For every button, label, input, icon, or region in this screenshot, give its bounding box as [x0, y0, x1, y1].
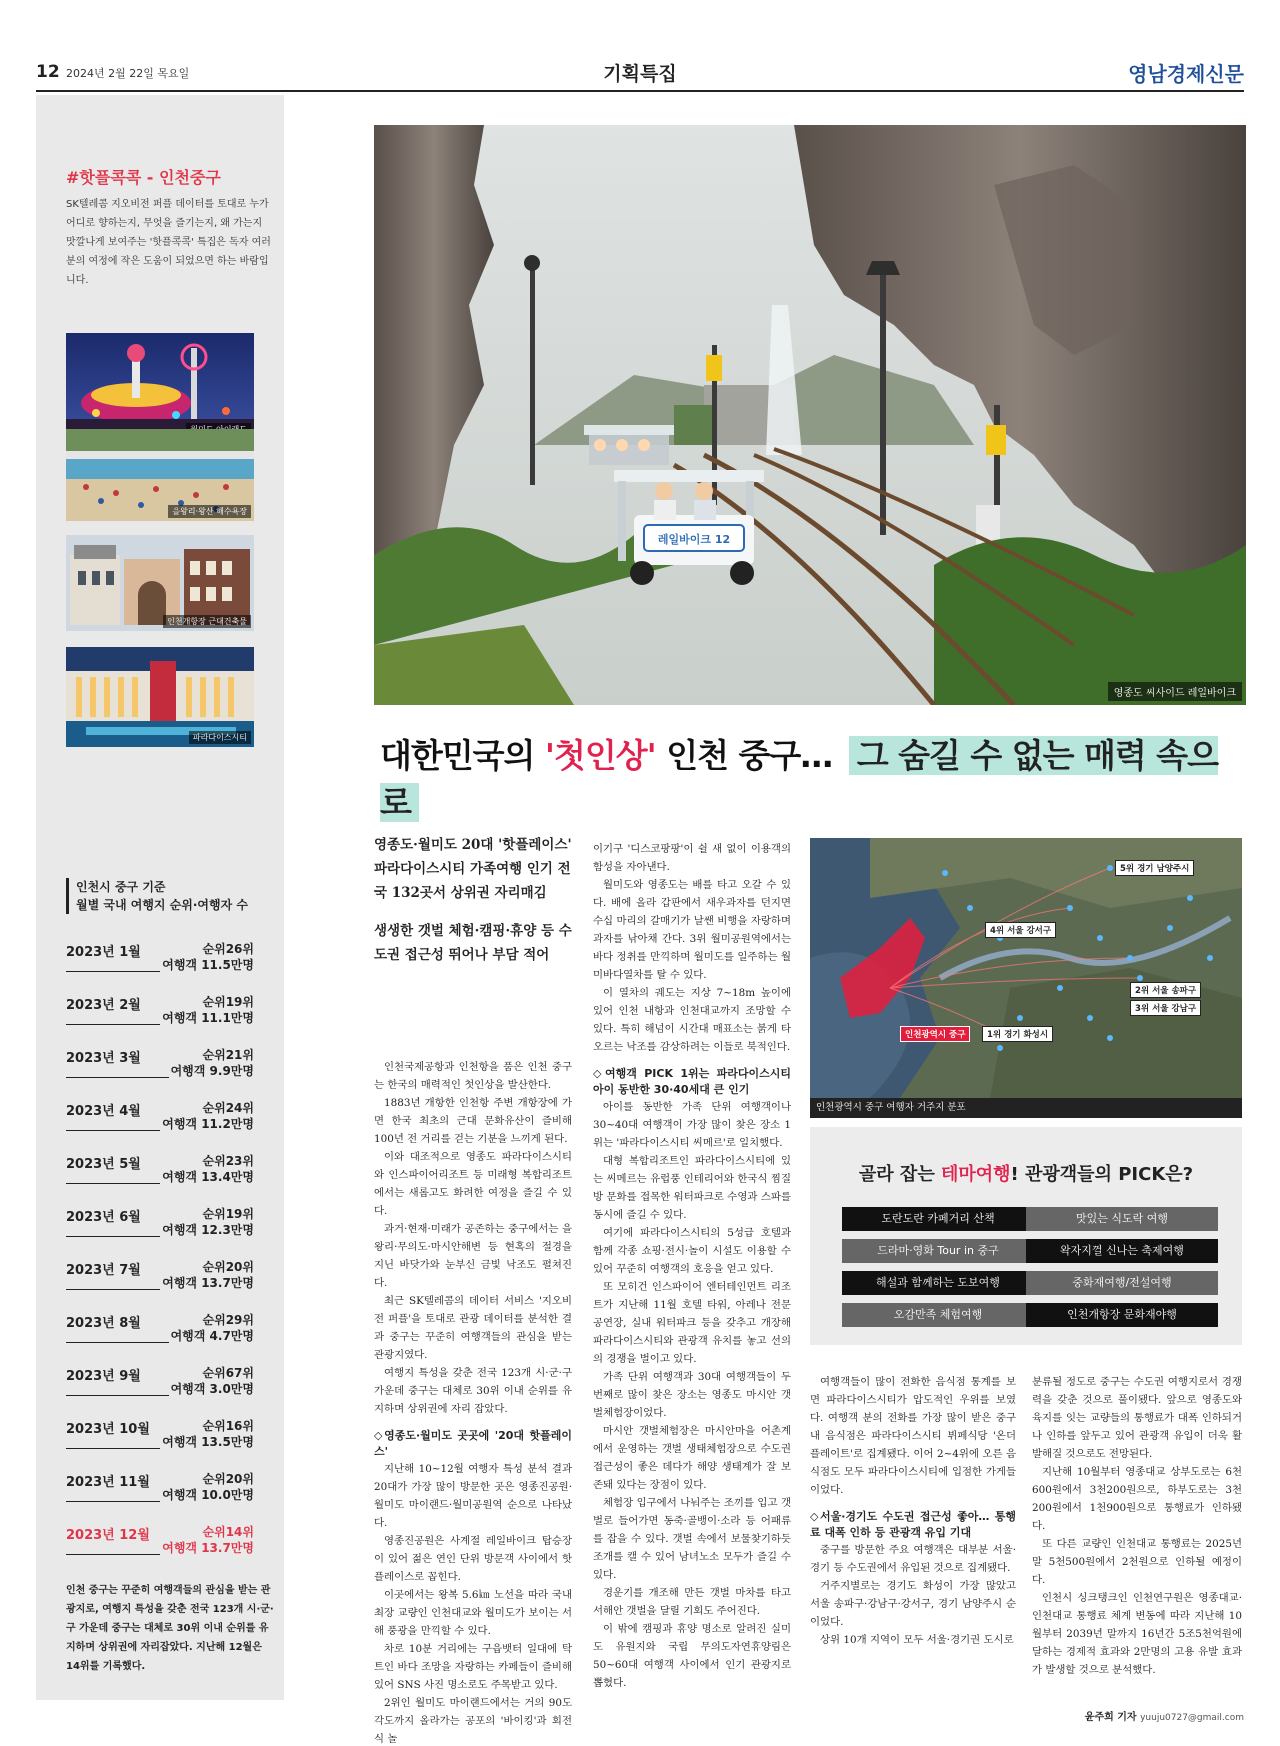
headline-highlight: 그 숨길 수 없는 매력 속으로	[380, 736, 1218, 822]
paragraph: 월미도와 영종도는 배를 타고 오갈 수 있다. 배에 올라 갑판에서 새우과자를 던지면 수십 마리의 갈매기가 날쌘 비행을 자랑하며 과자를 낚아채 간다. 3위 월미공원역에서는 바다 정취를 만끽하며 월미도를 일주하는 월미바다열차를 탈 수 있다.	[593, 879, 791, 981]
subheading: ◇서울·경기도 수도권 접근성 좋아… 통행료 대폭 인하 등 관광객 유입 기대	[810, 1510, 1016, 1539]
stats-note: 인천 중구는 꾸준히 여행객들의 관심을 받는 관광지로, 여행지 특성을 갖춘 전국 123개 시·군·구 가운데 중구는 대체로 30위 이내 순위를 유지하며 상위권에 자리잡았다. 지난해 12월은 14위를 기록했다.	[66, 1585, 274, 1672]
byline-email: yuuju0727@gmail.com	[1140, 1713, 1244, 1723]
stats-heading-line1: 인천시 중구 기준	[76, 880, 166, 894]
paragraph: 또 다른 교량인 인천대교 통행료는 2025년 말 5천500원에서 2천원으로 인하될 예정이다.	[1032, 1538, 1242, 1586]
stats-rank: 순위20위	[202, 1260, 254, 1274]
newspaper-logo: 영남경제신문	[1128, 62, 1244, 86]
thumb-caption: 파라다이스시티	[189, 731, 251, 744]
stats-rank: 순위67위	[202, 1366, 254, 1380]
stats-row	[66, 1203, 254, 1237]
theme-item: 드라마·영화 Tour in 중구	[842, 1239, 1034, 1263]
page-number: 12	[36, 62, 60, 82]
sidebar-intro: SK텔레콤 지오비전 퍼플 데이터를 토대로 누가 어디로 향하는지, 무엇을 즐기는지, 왜 가는지 맛깔나게 보여주는 '핫플콕콕' 특집은 독자 여러분의 여정에 작은 도움이 되었으면 하는 바람입니다.	[66, 199, 271, 286]
paragraph: 거주지별로는 경기도 화성이 가장 많았고 서울 송파구·강남구·강서구, 경기 남양주시 순이었다.	[810, 1580, 1016, 1628]
paragraph: 경운기를 개조해 만든 갯벌 마차를 타고 서해안 갯벌을 달릴 기회도 주어진다.	[593, 1587, 791, 1617]
stats-visitors: 여행객 11.2만명	[162, 1117, 254, 1131]
paragraph: 1883년 개항한 인천항 주변 개항장에 가면 한국 최초의 근대 문화유산이 즐비해 100년 전 거리를 걷는 기분을 느끼게 된다.	[374, 1097, 572, 1145]
sidebar-tag: #핫플콕콕 - 인천중구	[66, 168, 221, 187]
theme-title-post: ! 관광객들의 PICK은?	[1010, 1164, 1194, 1185]
stats-rank: 순위21위	[202, 1048, 254, 1062]
map-label-rank1: 1위 경기 화성시	[982, 1026, 1053, 1042]
byline-name: 윤주희 기자	[1084, 1712, 1137, 1723]
stats-month: 2023년 8월	[66, 1316, 141, 1331]
residence-map	[810, 838, 1242, 1098]
theme-travel-box	[810, 1127, 1242, 1345]
paragraph: 최근 SK텔레콤의 데이터 서비스 '지오비전 퍼플'을 토대로 관광 데이터를 분석한 결과 중구는 꾸준히 여행객들의 관심을 받는 관광지였다.	[374, 1295, 572, 1361]
thumb-wolmido	[66, 333, 254, 439]
stats-visitors: 여행객 3.0만명	[170, 1382, 254, 1396]
stats-visitors: 여행객 11.1만명	[162, 1011, 254, 1025]
stats-rank: 순위14위	[202, 1525, 254, 1539]
article-column-4	[1032, 1373, 1242, 1679]
stats-visitors: 여행객 13.5만명	[162, 1435, 254, 1449]
paragraph: 마시안 갯벌체험장은 마시안마을 어촌계에서 운영하는 갯벌 생태체험장으로 수도권 접근성이 좋은 데다가 해양 생태계가 잘 보존돼 있다는 장점이 있다.	[593, 1425, 791, 1491]
byline	[1085, 1708, 1244, 1723]
stats-visitors: 여행객 11.5만명	[162, 958, 254, 972]
stats-rank: 순위23위	[202, 1154, 254, 1168]
section-title: 기획특집	[603, 63, 677, 85]
thumb-beach	[66, 429, 254, 521]
paragraph: 아이를 동반한 가족 단위 여행객이나 30~40대 여행객이 가장 많이 찾은 장소 1위는 '파라다이스시티 씨메르'로 일치했다.	[593, 1101, 791, 1149]
map-label-rank3: 3위 서울 강남구	[1130, 1000, 1201, 1016]
stats-row	[66, 991, 254, 1025]
thumb-caption: 인천개항장 근대건축물	[163, 615, 251, 628]
theme-title	[810, 1160, 1242, 1186]
article-column-1	[374, 1058, 572, 1746]
stats-month: 2023년 9월	[66, 1369, 141, 1384]
stats-month: 2023년 3월	[66, 1051, 141, 1066]
stats-row	[66, 1097, 254, 1131]
stats-rank: 순위24위	[202, 1101, 254, 1115]
stats-rank: 순위19위	[202, 995, 254, 1009]
theme-title-accent: 테마여행	[940, 1164, 1011, 1185]
theme-item: 왁자지껄 신나는 축제여행	[1026, 1239, 1218, 1263]
stats-month: 2023년 10월	[66, 1422, 150, 1437]
paragraph: 여행지 특성을 갖춘 전국 123개 시·군·구 가운데 중구는 대체로 30위 이내 순위를 유지하며 상위권에 자리 잡았다.	[374, 1367, 572, 1415]
headline-part2: 인천 중구…	[655, 736, 843, 775]
stats-month: 2023년 6월	[66, 1210, 141, 1225]
thumb-paradise	[66, 647, 254, 747]
theme-item: 맛있는 식도락 여행	[1026, 1207, 1218, 1231]
stats-row	[66, 1309, 254, 1343]
headline-part1: 대한민국의	[380, 736, 545, 775]
stats-month: 2023년 2월	[66, 998, 141, 1013]
paragraph: 이기구 '디스코팡팡'이 쉴 새 없이 이용객의 함성을 자아낸다.	[593, 843, 791, 873]
article-column-3	[810, 1373, 1016, 1649]
paragraph: 여기에 파라다이스시티의 5성급 호텔과 함께 각종 쇼핑·전시·놀이 시설도 이용할 수 있어 꾸준히 여행객의 호응을 얻고 있다.	[593, 1227, 791, 1275]
paragraph: 이 밖에 캠핑과 휴양 명소로 알려진 실미도 유원지와 국립 무의도자연휴양림은 50~60대 여행객 사이에서 인기 관광지로 뽑혔다.	[593, 1623, 791, 1689]
map-caption: 인천광역시 중구 여행자 거주지 분포	[810, 1098, 1242, 1118]
deck-line1: 영종도·월미도 20대 '핫플레이스' 파라다이스시티 가족여행 인기 전국 132곳서 상위권 자리매김	[374, 837, 572, 901]
stats-rank: 순위16위	[202, 1419, 254, 1433]
stats-visitors: 여행객 13.7만명	[162, 1276, 254, 1290]
stats-row	[66, 938, 254, 972]
deck	[374, 833, 574, 967]
stats-row	[66, 1256, 254, 1290]
hero-sign: 레일바이크 12	[657, 533, 731, 546]
masthead	[36, 52, 1244, 92]
map-label-rank4: 4위 서울 강서구	[985, 922, 1056, 938]
hero-caption: 영종도 씨사이드 레일바이크	[1108, 682, 1242, 701]
stats-visitors: 여행객 4.7만명	[170, 1329, 254, 1343]
map-label-origin: 인천광역시 중구	[900, 1026, 970, 1042]
theme-item: 해설과 함께하는 도보여행	[842, 1271, 1034, 1295]
stats-row-highlight	[66, 1521, 254, 1555]
stats-rank: 순위19위	[202, 1207, 254, 1221]
stats-visitors: 여행객 13.7만명	[162, 1541, 254, 1555]
theme-item: 중화재여행/전설여행	[1026, 1271, 1218, 1295]
paragraph: 상위 10개 지역이 모두 서울·경기권 도시로	[820, 1634, 1014, 1646]
paragraph: 2위인 월미도 마이랜드에서는 거의 90도 각도까지 올라가는 공포의 '바이킹'과 회전식 놀	[374, 1697, 572, 1745]
paragraph: 여행객들이 많이 전화한 음식점 통계를 보면 파라다이스시티가 압도적인 우위를 보였다. 여행객 분의 전화를 가장 많이 받은 중구 내 음식점은 파라다이스시티 뷔페식당 '온더플레이트'로 집계됐다. 이어 2~4위에 오른 음식점도 모두 파라다이스시티에 입점한 가게들이었다.	[810, 1376, 1016, 1496]
stats-visitors: 여행객 13.4만명	[162, 1170, 254, 1184]
stats-heading	[66, 878, 248, 914]
hero-photo	[374, 125, 1246, 705]
paragraph: 영종진공원은 사계절 레일바이크 탑승장이 있어 젊은 연인 단위 방문객 사이에서 핫플레이스로 꼽힌다.	[374, 1535, 572, 1583]
stats-row	[66, 1415, 254, 1449]
thumb-architecture	[66, 535, 254, 631]
stats-row	[66, 1044, 254, 1078]
theme-item: 오감만족 체험여행	[842, 1303, 1034, 1327]
paragraph: 인천시 싱크탱크인 인천연구원은 영종대교·인천대교 통행료 체계 변동에 따라 지난해 10월부터 2039년 말까지 16년간 5조5천억원에 달하는 경제적 효과와 2만명의 고용 유발 효과가 발생할 것으로 분석했다.	[1032, 1592, 1242, 1676]
headline	[380, 730, 1240, 822]
theme-title-pre: 골라 잡는	[858, 1164, 941, 1185]
stats-row	[66, 1362, 254, 1396]
paragraph: 체험장 입구에서 나눠주는 조끼를 입고 갯벌로 들어가면 동죽·골뱅이·소라 등 어패류를 잡을 수 있다. 갯벌 속에서 보물찾기하듯 조개를 캘 수 있어 남녀노소 모두가 즐길 수 있다.	[593, 1497, 791, 1581]
paragraph: 이 열차의 궤도는 지상 7~18m 높이에 있어 인천 내항과 인천대교까지 조망할 수 있다. 특히 해넘이 시간대 매표소는 붉게 타오르는 낙조를 감상하려는 이들로 북적인다.	[593, 987, 791, 1053]
stats-rank: 순위26위	[202, 942, 254, 956]
paragraph: 지난해 10~12월 여행자 특성 분석 결과 20대가 가장 많이 방문한 곳은 영종진공원·월미도 마이랜드·월미공원역 순으로 나타났다.	[374, 1463, 572, 1529]
paragraph: 차로 10분 거리에는 구읍뱃터 일대에 탁 트인 바다 조망을 자랑하는 카페들이 즐비해 있어 SNS 사진 명소로도 주목받고 있다.	[374, 1643, 572, 1691]
map-label-rank2: 2위 서울 송파구	[1130, 982, 1201, 998]
paragraph: 대형 복합리조트인 파라다이스시티에 있는 씨메르는 유럽풍 인테리어와 한국식 찜질방 문화를 접목한 워터파크로 수영과 스파를 동시에 즐길 수 있다.	[593, 1155, 791, 1221]
paragraph: 또 모히건 인스파이어 엔터테인먼트 리조트가 지난해 11월 호텔 타워, 아레나 전문 공연장, 실내 워터파크 등을 갖추고 개장해 파라다이스시티와 관광객 유치를 놓고 선의의 경쟁을 벌이고 있다.	[593, 1281, 791, 1365]
stats-month: 2023년 1월	[66, 945, 141, 960]
stats-visitors: 여행객 10.0만명	[162, 1488, 254, 1502]
map-label-rank5: 5위 경기 남양주시	[1115, 860, 1194, 876]
paragraph: 인천국제공항과 인천항을 품은 인천 중구는 한국의 매력적인 첫인상을 발산한다.	[374, 1061, 572, 1091]
stats-month: 2023년 5월	[66, 1157, 141, 1172]
theme-item: 인천개항장 문화재야행	[1026, 1303, 1218, 1327]
paragraph: 중구를 방문한 주요 여행객은 대부분 서울·경기 등 수도권에서 유입된 것으로 집계됐다.	[810, 1544, 1016, 1574]
paragraph: 이곳에서는 왕복 5.6㎞ 노선을 따라 국내 최장 교량인 인천대교와 월미도가 보이는 서해 풍광을 만끽할 수 있다.	[374, 1589, 572, 1637]
stats-rank: 순위20위	[202, 1472, 254, 1486]
stats-month: 2023년 4월	[66, 1104, 141, 1119]
subheading: ◇여행객 PICK 1위는 파라다이스시티 아이 동반한 30·40세대 큰 인기	[593, 1067, 791, 1096]
subheading: ◇영종도·월미도 곳곳에 '20대 핫플레이스'	[374, 1429, 572, 1458]
stats-visitors: 여행객 12.3만명	[162, 1223, 254, 1237]
stats-visitors: 여행객 9.9만명	[170, 1064, 254, 1078]
paragraph: 과거·현재·미래가 공존하는 중구에서는 을왕리·무의도·마시안해변 등 현혹의 절경을 지닌 바닷가와 눈부신 금빛 낙조도 펼쳐진다.	[374, 1223, 572, 1289]
stats-row	[66, 1150, 254, 1184]
stats-heading-line2: 월별 국내 여행지 순위·여행자 수	[76, 898, 248, 912]
paragraph: 가족 단위 여행객과 30대 여행객들이 두 번째로 많이 찾은 장소는 영종도 마시안 갯벌체험장이었다.	[593, 1371, 791, 1419]
deck-line2: 생생한 갯벌 체험·캠핑·휴양 등 수도권 접근성 뛰어나 부담 적어	[374, 923, 572, 963]
theme-item: 도란도란 카페거리 산책	[842, 1207, 1034, 1231]
stats-month: 2023년 11월	[66, 1475, 150, 1490]
thumb-caption: 을왕리·왕산 해수욕장	[168, 505, 251, 518]
stats-rank: 순위29위	[202, 1313, 254, 1327]
paragraph: 이와 대조적으로 영종도 파라다이스시티와 인스파이어리조트 등 미래형 복합리조트에서는 새롭고도 화려한 여정을 즐길 수 있다.	[374, 1151, 572, 1217]
stats-month: 2023년 12월	[66, 1528, 150, 1543]
stats-row	[66, 1468, 254, 1502]
article-column-2	[593, 840, 791, 1692]
paragraph: 분류될 정도로 중구는 수도권 여행지로서 경쟁력을 갖춘 것으로 풀이됐다. 앞으로 영종도와 육지를 잇는 교량들의 통행료가 대폭 인하되거나 인하를 앞두고 있어 관광객 유입이 더욱 활발해질 것으로도 전망된다.	[1032, 1376, 1242, 1460]
headline-accent: '첫인상'	[544, 736, 656, 775]
stats-month: 2023년 7월	[66, 1263, 141, 1278]
paragraph: 지난해 10월부터 영종대교 상부도로는 6천600원에서 3천200원으로, 하부도로는 3천200원에서 1천900원으로 통행료가 인하됐다.	[1032, 1466, 1242, 1532]
issue-date: 2024년 2월 22일 목요일	[66, 67, 190, 80]
sidebar	[36, 95, 284, 1700]
